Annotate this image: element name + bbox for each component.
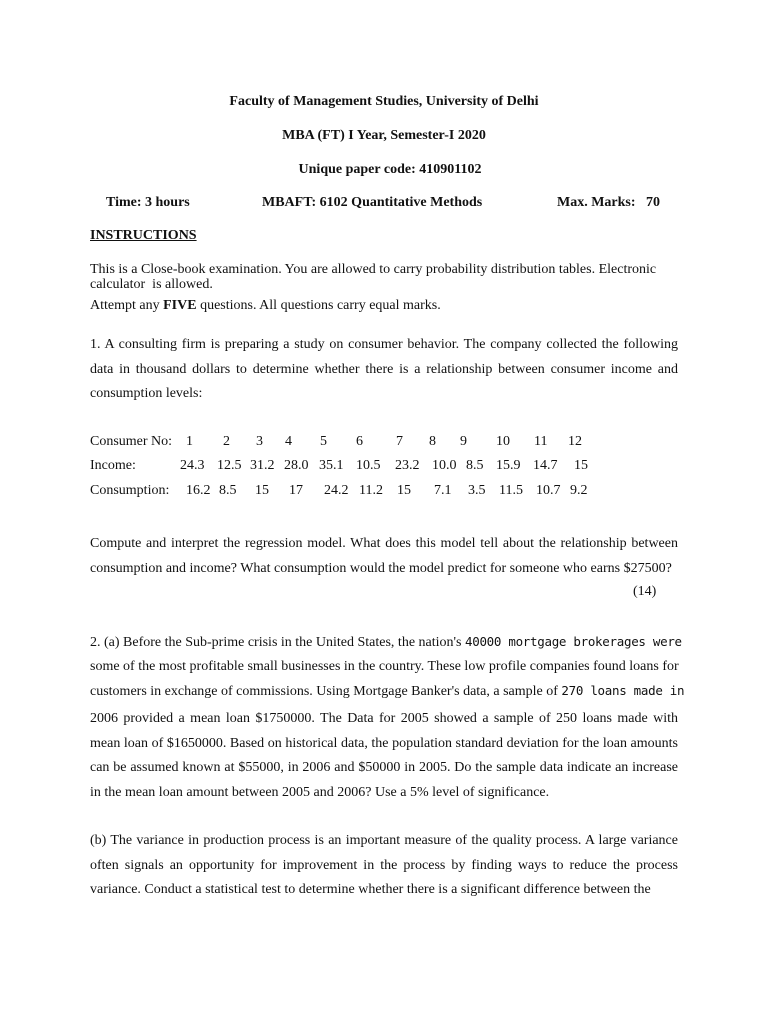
program-title: MBA (FT) I Year, Semester-I 2020	[282, 128, 486, 143]
instructions-line-2: calculator is allowed.	[90, 277, 213, 292]
table-cell: 11.5	[499, 483, 523, 498]
table-cell: 9	[460, 434, 467, 449]
q1-marks: (14)	[633, 584, 657, 599]
table-cell: 3.5	[468, 483, 486, 498]
table-cell: 23.2	[395, 458, 420, 473]
instructions-line-1: This is a Close-book examination. You are allowed to carry probability distribution tables. Electronic	[90, 262, 657, 277]
table-cell: 10	[496, 434, 510, 449]
course-title: MBAFT: 6102 Quantitative Methods	[262, 195, 483, 210]
table-cell: 10.7	[536, 483, 561, 498]
table-cell: 4	[285, 434, 292, 449]
table-cell: 9.2	[570, 483, 588, 498]
q2b-text: (b) The variance in production process is an important measure of the quality process. A large variance often signals an opportunity for improvement in the process by finding ways to reduce the process variance. Conduct a statistical test to determine whether there is a significant difference between the	[90, 833, 678, 897]
time-label: Time: 3 hours	[106, 195, 190, 210]
table-cell: 6	[356, 434, 363, 449]
table-cell: 28.0	[284, 458, 309, 473]
table-cell: 7	[396, 434, 403, 449]
q2a-line-3-text: customers in exchange of commissions. Using Mortgage Banker's data, a sample of	[90, 684, 562, 699]
q2a-line-1-mono: 40000 mortgage brokerages were	[465, 634, 682, 649]
instructions-line-3-post: questions. All questions carry equal marks.	[196, 298, 441, 313]
max-marks: Max. Marks: 70	[557, 195, 661, 210]
q2a-line-1	[90, 634, 682, 651]
instructions-line-3-pre: Attempt any	[90, 298, 164, 313]
table-cell: 24.3	[180, 458, 205, 473]
faculty-title: Faculty of Management Studies, University of Delhi	[229, 94, 539, 109]
table-cell: 16.2	[186, 483, 211, 498]
table-label: Income:	[90, 458, 136, 473]
table-cell: 15.9	[496, 458, 521, 473]
q2a-rest: 2006 provided a mean loan $1750000. The Data for 2005 showed a sample of 250 loans made with mean loan of $1650000. Based on historical data, the population standard deviation for the loan amounts can be assumed known at $55000, in 2006 and $50000 in 2005. Do the sample data indicate an increase in the mean loan amount between 2005 and 2006? Use a 5% level of significance.	[90, 711, 678, 800]
q2a-line-3-mono: 270 loans made in	[561, 683, 685, 698]
table-cell: 8	[429, 434, 436, 449]
table-cell: 15	[397, 483, 411, 498]
table-cell: 12.5	[217, 458, 242, 473]
table-cell: 10.5	[356, 458, 381, 473]
table-cell: 5	[320, 434, 327, 449]
table-cell: 7.1	[434, 483, 452, 498]
q1-text: 1. A consulting firm is preparing a study on consumer behavior. The company collected the following data in thousand dollars to determine whether there is a relationship between consumer income and consumption levels:	[90, 337, 678, 401]
table-cell: 8.5	[219, 483, 237, 498]
table-cell: 15	[574, 458, 588, 473]
table-cell: 10.0	[432, 458, 457, 473]
table-cell: 2	[223, 434, 230, 449]
table-cell: 35.1	[319, 458, 344, 473]
q2a-line-1-text: 2. (a) Before the Sub-prime crisis in the United States, the nation's	[90, 635, 465, 650]
q1-task: Compute and interpret the regression model. What does this model tell about the relationship between consumption and income? What consumption would the model predict for someone who earns $27500?	[90, 536, 678, 576]
table-cell: 31.2	[250, 458, 275, 473]
q2a-line-2: some of the most profitable small businesses in the country. These low profile companies found loans for	[90, 659, 679, 674]
table-label: Consumption:	[90, 483, 170, 498]
table-cell: 12	[568, 434, 582, 449]
instructions-heading: INSTRUCTIONS	[90, 228, 197, 243]
table-cell: 11.2	[359, 483, 383, 498]
table-label: Consumer No:	[90, 434, 173, 449]
table-cell: 1	[186, 434, 193, 449]
q2a-line-3	[90, 683, 684, 700]
instructions-line-3	[90, 298, 441, 314]
table-cell: 24.2	[324, 483, 349, 498]
table-cell: 17	[289, 483, 303, 498]
table-cell: 8.5	[466, 458, 484, 473]
table-cell: 11	[534, 434, 548, 449]
table-cell: 14.7	[533, 458, 558, 473]
paper-code: Unique paper code: 410901102	[298, 162, 482, 177]
table-cell: 3	[256, 434, 263, 449]
instructions-five: FIVE	[163, 298, 197, 313]
table-cell: 15	[255, 483, 269, 498]
